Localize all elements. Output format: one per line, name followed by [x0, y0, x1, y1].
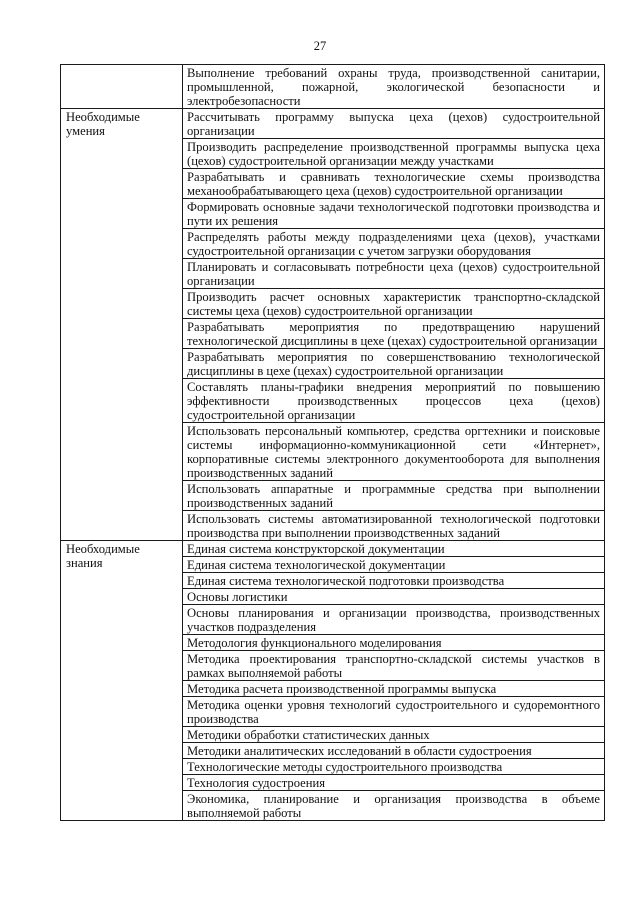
list-item: Выполнение требований охраны труда, производственной санитарии, промышленной, пожарной, экологической безопасности и электробезопасности — [187, 66, 600, 108]
category-cell — [61, 541, 183, 821]
list-item: Разрабатывать и сравнивать технологические схемы производства механообрабатывающего цеха (цехов) судостроительной организации — [183, 169, 604, 199]
items-cell — [183, 65, 605, 109]
list-item: Разрабатывать мероприятия по предотвращению нарушений технологической дисциплины в цехе (цехах) судостроительной организации — [183, 319, 604, 349]
category-label: Необходимые знания — [66, 542, 140, 570]
list-item: Использовать аппаратные и программные средства при выполнении производственных заданий — [183, 481, 604, 511]
page-number: 27 — [313, 39, 327, 53]
list-item: Экономика, планирование и организация производства в объеме выполняемой работы — [187, 792, 600, 820]
list-item: Методика расчета производственной программы выпуска — [183, 681, 604, 697]
table-row — [61, 109, 605, 541]
items-cell — [183, 109, 605, 541]
category-label — [66, 65, 179, 66]
list-item: Формировать основные задачи технологической подготовки производства и пути их решения — [183, 199, 604, 229]
list-item: Единая система технологической подготовки производства — [183, 573, 604, 589]
category-label: Необходимые умения — [66, 110, 140, 138]
list-item: Составлять планы-графики внедрения мероприятий по повышению эффективности производственных процессов цеха (цехов) судостроительной организации — [183, 379, 604, 423]
list-item: Методология функционального моделирования — [183, 635, 604, 651]
list-item: Методики аналитических исследований в области судостроения — [183, 743, 604, 759]
list-item: Методика оценки уровня технологий судостроительного и судоремонтного производства — [183, 697, 604, 727]
requirements-table — [60, 64, 605, 821]
list-item: Основы логистики — [183, 589, 604, 605]
list-item: Использовать персональный компьютер, средства оргтехники и поисковые системы информационно-коммуникационной сети «Интернет», корпоративные системы электронного документооборота для выполнения производственных заданий — [183, 423, 604, 481]
items-cell — [183, 541, 605, 821]
list-item: Распределять работы между подразделениями цеха (цехов), участками судостроительной организации с учетом загрузки оборудования — [183, 229, 604, 259]
list-item: Методика проектирования транспортно-складской системы участков в рамках выполняемой работы — [183, 651, 604, 681]
category-cell — [61, 109, 183, 541]
list-item: Основы планирования и организации производства, производственных участков подразделения — [183, 605, 604, 635]
list-item: Использовать системы автоматизированной технологической подготовки производства при выполнении производственных заданий — [187, 512, 600, 540]
list-item: Производить расчет основных характеристик транспортно-складской системы цеха (цехов) судостроительной организации — [183, 289, 604, 319]
list-item: Единая система конструкторской документации — [183, 541, 604, 557]
category-cell — [61, 65, 183, 109]
table-row — [61, 541, 605, 821]
list-item: Единая система технологической документации — [183, 557, 604, 573]
list-item: Технология судостроения — [183, 775, 604, 791]
list-item: Рассчитывать программу выпуска цеха (цехов) судостроительной организации — [183, 109, 604, 139]
list-item: Производить распределение производственной программы выпуска цеха (цехов) судостроительной организации между участками — [183, 139, 604, 169]
list-item: Технологические методы судостроительного производства — [183, 759, 604, 775]
list-item: Планировать и согласовывать потребности цеха (цехов) судостроительной организации — [183, 259, 604, 289]
list-item: Методики обработки статистических данных — [183, 727, 604, 743]
list-item: Разрабатывать мероприятия по совершенствованию технологической дисциплины в цехе (цехах) судостроительной организации — [183, 349, 604, 379]
table-row — [61, 65, 605, 109]
